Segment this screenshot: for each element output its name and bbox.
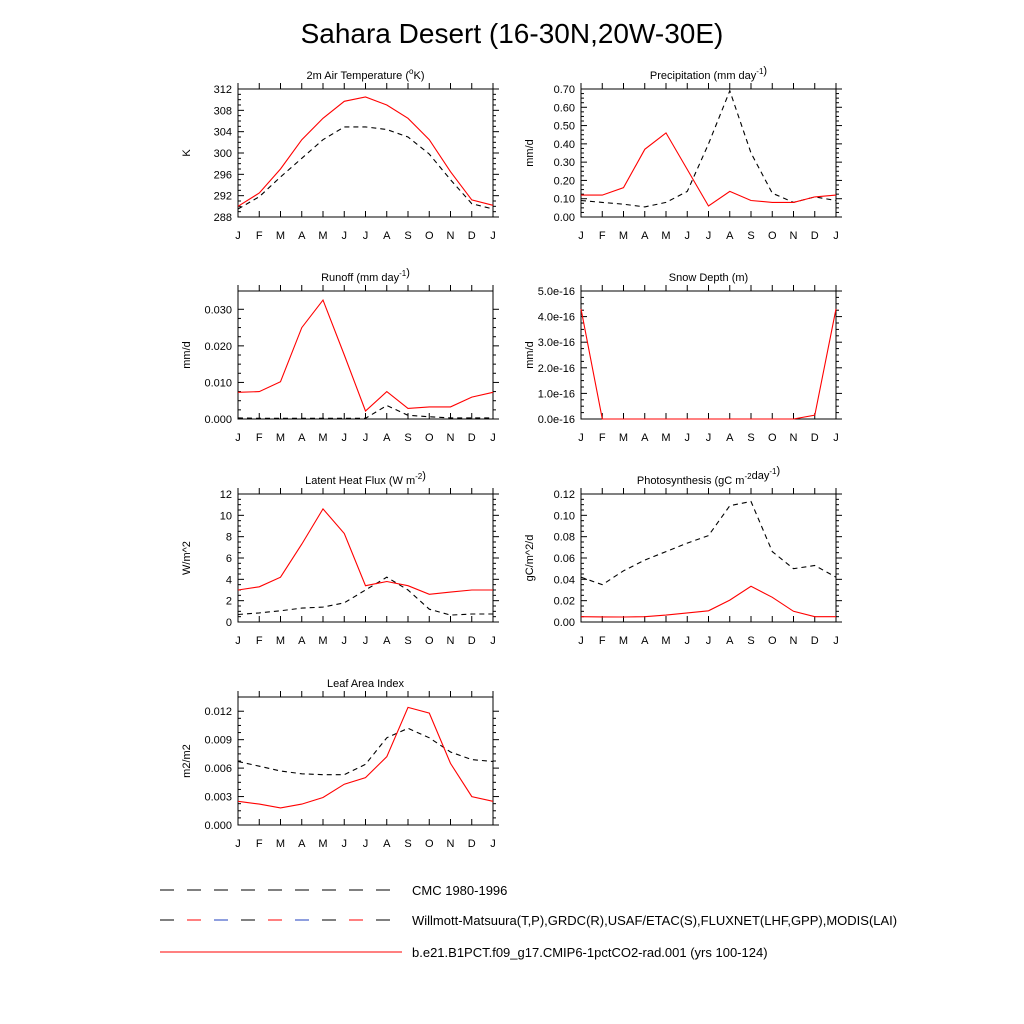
x-tick-label: A [726,432,734,444]
panel-title: Precipitation (mm day$^{-1}$) [649,65,768,82]
x-tick-label: A [641,635,649,647]
y-tick-label: 0.06 [553,553,575,565]
y-tick-label: 12 [219,489,232,501]
x-tick-label: A [383,432,391,444]
y-tick-label: 2 [225,595,232,608]
x-tick-label: J [705,432,712,444]
x-tick-label: F [255,635,263,647]
model-series-line [238,97,493,206]
x-tick-label: S [404,838,412,850]
x-tick-label: S [747,432,755,444]
x-tick-label: J [235,230,241,242]
x-tick-label: F [598,230,606,242]
x-tick-label: M [275,230,286,242]
x-tick-label: F [255,838,263,850]
y-tick-label: 0.000 [204,820,232,832]
x-tick-label: N [446,635,455,647]
x-tick-label: J [684,432,690,444]
x-tick-label: M [275,432,286,444]
legend-label: Willmott-Matsuura(T,P),GRDC(R),USAF/ETAC(S),FLUXNET(LHF,GPP),MODIS(LAI) [412,913,898,928]
x-tick-label: J [362,432,369,444]
x-tick-label: A [383,230,391,242]
x-tick-label: J [490,432,496,444]
y-axis-label: K [181,149,193,157]
x-tick-label: D [467,635,476,647]
y-tick-label: 0 [225,617,232,629]
x-tick-label: D [467,838,476,850]
x-tick-label: J [341,432,347,444]
x-tick-label: N [446,230,455,242]
y-axis-label: W/m^2 [181,541,193,575]
x-tick-label: J [235,838,241,850]
y-tick-label: 0.50 [553,120,575,133]
chart-panel [181,678,499,850]
x-tick-label: M [275,635,286,647]
y-axis-label: mm/d [181,341,193,369]
y-tick-label: 0.12 [553,489,575,501]
x-tick-label: J [341,635,347,647]
legend-label: CMC 1980-1996 [412,883,508,898]
x-tick-label: O [767,230,777,242]
y-tick-label: 296 [213,169,232,182]
x-tick-label: M [661,432,671,444]
x-tick-label: M [318,635,328,647]
x-tick-label: D [810,635,819,647]
x-tick-label: D [810,432,819,444]
x-tick-label: N [789,432,798,444]
x-tick-label: A [298,838,306,850]
x-tick-label: M [618,635,629,647]
x-tick-label: M [275,838,286,850]
x-tick-label: M [318,838,328,850]
x-tick-label: D [810,230,819,242]
y-tick-label: 308 [213,105,232,118]
x-tick-label: A [383,838,391,850]
y-tick-label: 0.009 [204,734,232,747]
obs-series-line [238,577,493,615]
y-tick-label: 0.10 [553,510,575,523]
y-tick-label: 0.006 [204,763,232,776]
y-tick-label: 288 [213,212,232,224]
x-tick-label: M [318,230,328,242]
x-tick-label: J [362,230,369,242]
x-tick-label: M [661,635,671,647]
y-tick-label: 300 [213,148,232,160]
x-tick-label: A [298,432,306,444]
chart-panel [181,470,499,647]
panel-title: Latent Heat Flux (W $m^{-2}$) [305,470,426,487]
y-tick-label: 0.60 [553,102,575,115]
plot-frame [581,89,836,217]
x-tick-label: O [767,432,777,444]
y-tick-label: 0.030 [204,304,232,317]
y-tick-label: 0.0e-16 [537,414,575,426]
x-tick-label: A [298,230,306,242]
x-tick-label: J [705,230,712,242]
model-series-line [238,509,493,594]
panel-title: Leaf Area Index [326,678,405,690]
x-tick-label: A [298,635,306,647]
x-tick-label: J [490,635,496,647]
chart-panel [181,267,499,444]
y-tick-label: 8 [225,531,232,544]
x-tick-label: M [318,432,328,444]
x-tick-label: J [833,635,839,647]
y-tick-label: 0.000 [204,414,232,426]
y-tick-label: 312 [213,84,232,96]
y-tick-label: 0.00 [553,212,575,224]
x-tick-label: J [684,230,690,242]
x-tick-label: J [578,230,584,242]
y-tick-label: 4 [225,574,232,587]
y-tick-label: 0.020 [204,340,232,353]
x-tick-label: J [362,838,369,850]
x-tick-label: J [341,230,347,242]
x-tick-label: N [789,635,798,647]
x-tick-label: J [833,230,839,242]
y-tick-label: 292 [213,190,232,203]
x-tick-label: A [641,230,649,242]
x-tick-label: A [726,635,734,647]
plot-frame [581,494,836,622]
y-tick-label: 4.0e-16 [537,311,575,324]
x-tick-label: O [424,838,434,850]
panel-title: Snow Depth (m) [668,272,749,284]
x-tick-label: D [467,230,476,242]
x-tick-label: M [618,432,629,444]
x-tick-label: O [424,635,434,647]
x-tick-label: N [789,230,798,242]
x-tick-label: J [705,635,712,647]
model-series-line [238,300,493,411]
plot-frame [238,291,493,419]
plot-frame [238,697,493,825]
plot-frame [238,89,493,217]
y-axis-label: mm/d [524,139,536,167]
y-tick-label: 0.012 [204,706,232,719]
x-tick-label: S [747,230,755,242]
y-tick-label: 0.010 [204,377,232,390]
chart-panel [181,67,499,242]
y-tick-label: 0.02 [553,595,575,608]
x-tick-label: J [362,635,369,647]
plot-frame [238,494,493,622]
x-tick-label: F [255,432,263,444]
model-series-line [581,309,836,419]
x-tick-label: F [255,230,263,242]
y-tick-label: 2.0e-16 [537,362,575,375]
legend [160,883,897,960]
x-tick-label: O [424,230,434,242]
y-tick-label: 0.00 [553,617,575,629]
y-tick-label: 0.04 [553,574,575,587]
x-tick-label: J [578,432,584,444]
y-tick-label: 6 [225,553,232,565]
x-tick-label: J [490,838,496,850]
x-tick-label: S [404,432,412,444]
model-series-line [581,586,836,617]
y-tick-label: 5.0e-16 [537,286,575,298]
x-tick-label: A [383,635,391,647]
y-tick-label: 304 [213,126,232,139]
y-tick-label: 10 [219,510,232,523]
x-tick-label: J [490,230,496,242]
x-tick-label: J [578,635,584,647]
legend-label: b.e21.B1PCT.f09_g17.CMIP6-1pctCO2-rad.001 (yrs 100-124) [412,945,768,960]
x-tick-label: O [424,432,434,444]
x-tick-label: S [747,635,755,647]
x-tick-label: J [235,432,241,444]
chart-panel [524,65,842,242]
y-tick-label: 0.30 [553,157,575,170]
chart-panel [524,272,842,444]
y-tick-label: 0.20 [553,175,575,188]
y-axis-label: mm/d [524,341,536,369]
x-tick-label: F [598,635,606,647]
x-tick-label: J [684,635,690,647]
y-tick-label: 3.0e-16 [537,337,575,350]
obs-series-line [238,728,493,774]
x-tick-label: J [235,635,241,647]
x-tick-label: N [446,432,455,444]
figure-title: Sahara Desert (16-30N,20W-30E) [300,18,724,49]
panel-title: Photosynthesis (gC $m^{-2}day^{-1}$) [636,465,781,487]
y-axis-label: m2/m2 [181,744,193,778]
x-tick-label: A [726,230,734,242]
x-tick-label: D [467,432,476,444]
obs-series-line [238,127,493,209]
y-tick-label: 0.70 [553,84,575,96]
x-tick-label: F [598,432,606,444]
y-tick-label: 0.40 [553,138,575,151]
chart-panel [524,465,842,647]
model-series-line [581,133,836,206]
panel-title: 2m Air Temperature ($^o$K) [306,67,425,82]
y-tick-label: 0.10 [553,193,575,206]
panel-title: Runoff (mm day$^{-1}$) [321,267,410,284]
x-tick-label: N [446,838,455,850]
y-tick-label: 0.08 [553,531,575,544]
y-axis-label: gC/m^2/d [524,534,536,582]
model-series-line [238,707,493,808]
x-tick-label: M [618,230,629,242]
x-tick-label: S [404,230,412,242]
x-tick-label: O [767,635,777,647]
x-tick-label: J [833,432,839,444]
y-tick-label: 0.003 [204,791,232,804]
x-tick-label: J [341,838,347,850]
x-tick-label: M [661,230,671,242]
y-tick-label: 1.0e-16 [537,388,575,401]
x-tick-label: A [641,432,649,444]
plot-frame [581,291,836,419]
obs-series-line [581,502,836,585]
x-tick-label: S [404,635,412,647]
